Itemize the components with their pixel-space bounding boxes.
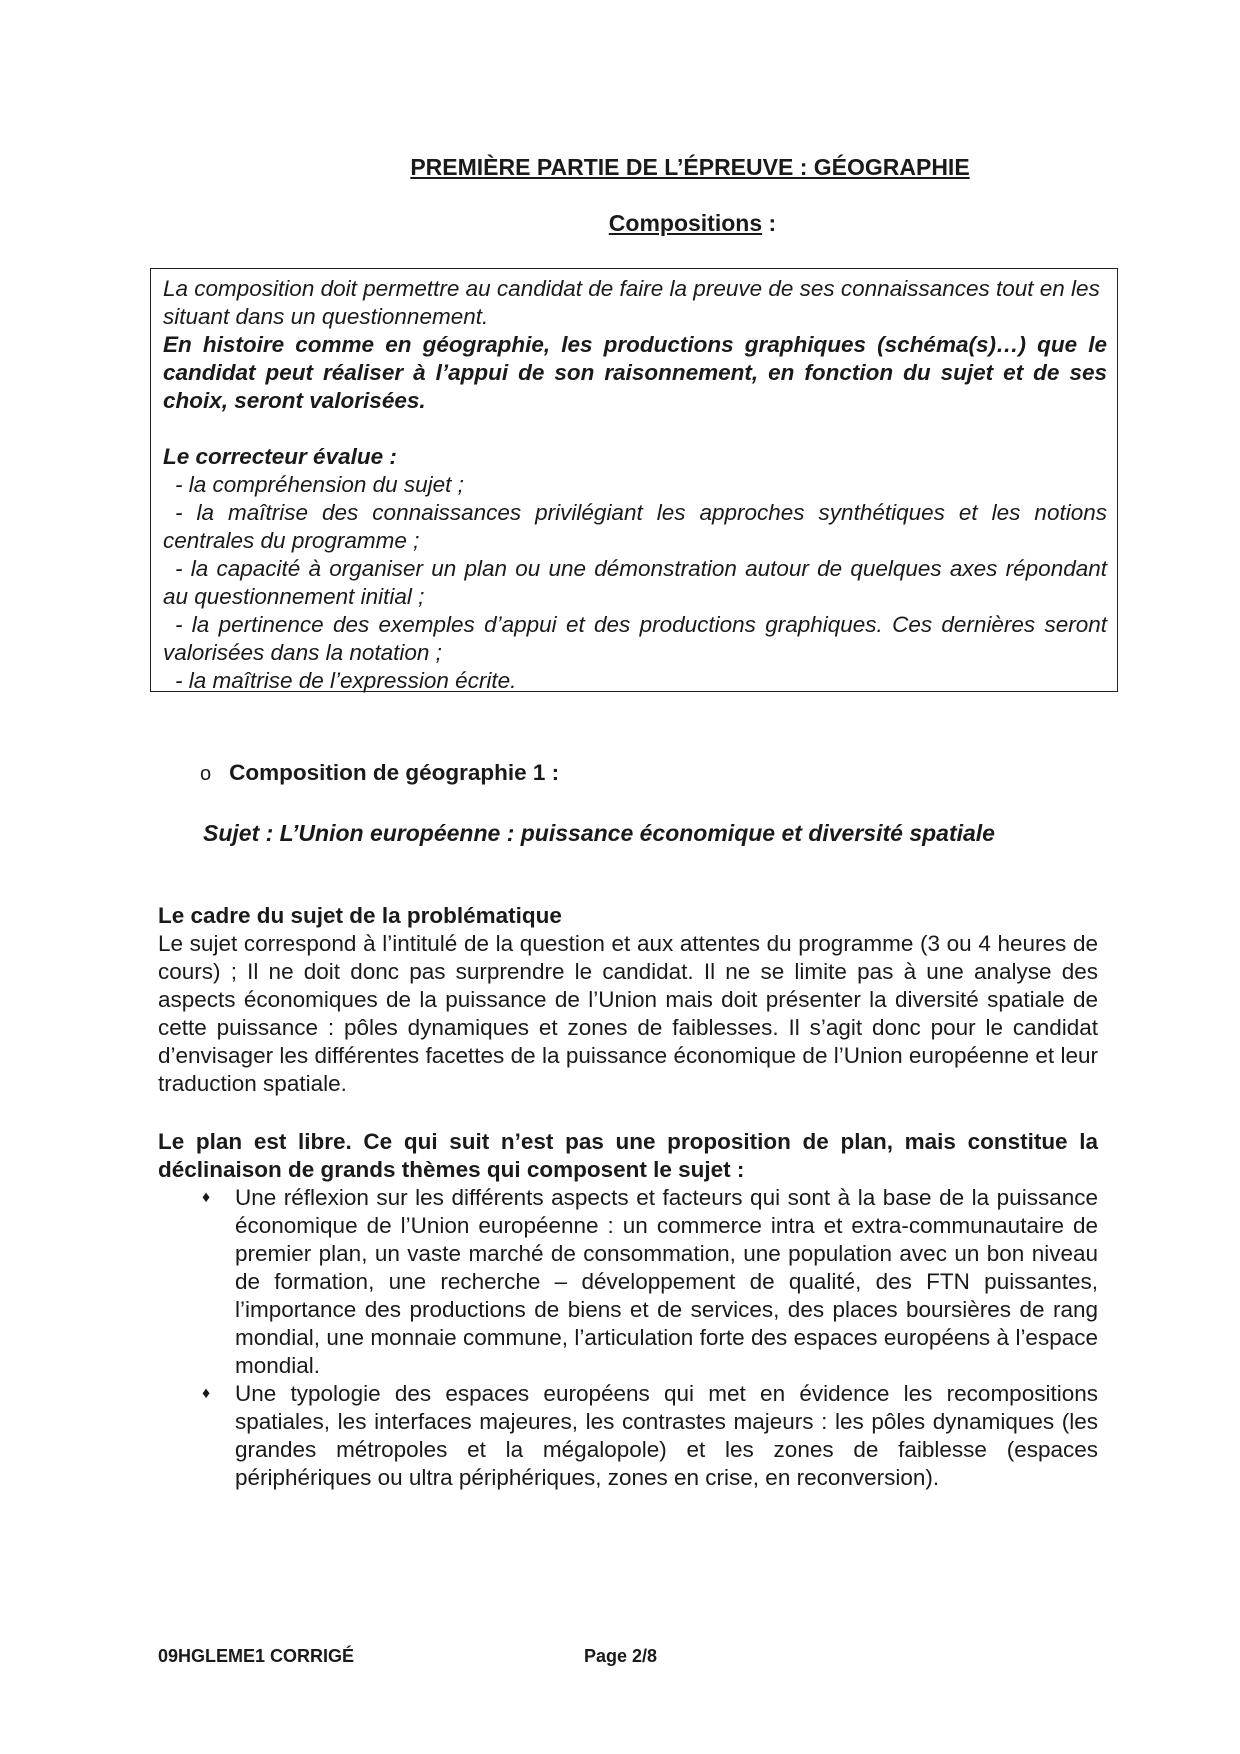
instructions-box bbox=[150, 268, 1118, 692]
criterion-item: - la maîtrise des connaissances privilégiant les approches synthétiques et les notions centrales du programme ; bbox=[163, 500, 1107, 553]
list-item bbox=[158, 1184, 1098, 1380]
list-item-text: Une réflexion sur les différents aspects et facteurs qui sont à la base de la puissance économique de l’Union européenne : un commerce intra et extra-communautaire de premier plan, un vaste marché de consommation, une population avec un bon niveau de formation, une recherche – développement de qualité, des FTN puissantes, l’importance des productions de biens et de services, des places boursières de rang mondial, une monnaie commune, l’articulation forte des espaces européens à l’espace mondial. bbox=[235, 1185, 1098, 1378]
theme-list bbox=[158, 1184, 1098, 1492]
sujet-text: L’Union européenne : puissance économique et diversité spatiale bbox=[273, 820, 995, 846]
plan-section bbox=[158, 1128, 1098, 1492]
box-graphics-note: En histoire comme en géographie, les productions graphiques (schéma(s)…) que le candidat peut réaliser à l’appui de son raisonnement, en fonction du sujet et de ses choix, seront valorisées. bbox=[163, 332, 1107, 413]
list-item-text: Une typologie des espaces européens qui met en évidence les recompositions spatiales, les interfaces majeures, les contrastes majeurs : les pôles dynamiques (les grandes métropoles et la mégalopole) et les zones de faiblesse (espaces périphériques ou ultra périphériques, zones en crise, en reconversion). bbox=[235, 1381, 1098, 1490]
composition-heading bbox=[200, 760, 559, 786]
criteria-heading: Le correcteur évalue : bbox=[163, 444, 397, 469]
plan-heading: Le plan est libre. Ce qui suit n’est pas une proposition de plan, mais constitue la déclinaison de grands thèmes qui composent le sujet : bbox=[158, 1129, 1098, 1182]
circle-bullet-icon: o bbox=[200, 763, 212, 785]
page-title: PREMIÈRE PARTIE DE L’ÉPREUVE : GÉOGRAPHIE bbox=[410, 154, 970, 180]
list-item bbox=[158, 1380, 1098, 1492]
criterion-item: - la pertinence des exemples d’appui et des productions graphiques. Ces dernières seront valorisées dans la notation ; bbox=[163, 612, 1107, 665]
composition-title: Composition de géographie 1 : bbox=[229, 760, 560, 785]
section-subtitle bbox=[0, 210, 1240, 237]
subtitle-suffix: : bbox=[762, 210, 777, 236]
diamond-bullet-icon: ♦ bbox=[202, 1385, 211, 1402]
cadre-heading: Le cadre du sujet de la problématique bbox=[158, 903, 562, 928]
cadre-text: Le sujet correspond à l’intitulé de la question et aux attentes du programme (3 ou 4 heures de cours) ; Il ne doit donc pas surprendre le candidat. Il ne se limite pas à une analyse des aspects économiques de la puissance de l’Union mais doit présenter la diversité spatiale de cette puissance : pôles dynamiques et zones de faiblesses. Il s’agit donc pour le candidat d’envisager les différentes facettes de la puissance économique de l’Union européenne et leur traduction spatiale. bbox=[158, 931, 1098, 1096]
subtitle-word: Compositions bbox=[608, 210, 763, 236]
footer-page-number: Page 2/8 bbox=[584, 1646, 658, 1666]
sujet-line bbox=[203, 820, 995, 847]
diamond-bullet-icon: ♦ bbox=[202, 1189, 211, 1206]
cadre-section bbox=[158, 902, 1098, 1098]
criterion-item: - la maîtrise de l’expression écrite. bbox=[175, 668, 517, 693]
sujet-label: Sujet : bbox=[203, 820, 274, 846]
box-intro: La composition doit permettre au candidat de faire la preuve de ses connaissances tout en les situant dans un questionnement. bbox=[163, 276, 1100, 329]
footer-code: 09HGLEME1 CORRIGÉ bbox=[158, 1646, 355, 1666]
criterion-item: - la capacité à organiser un plan ou une démonstration autour de quelques axes répondant au questionnement initial ; bbox=[163, 556, 1107, 609]
criterion-item: - la compréhension du sujet ; bbox=[175, 472, 464, 497]
